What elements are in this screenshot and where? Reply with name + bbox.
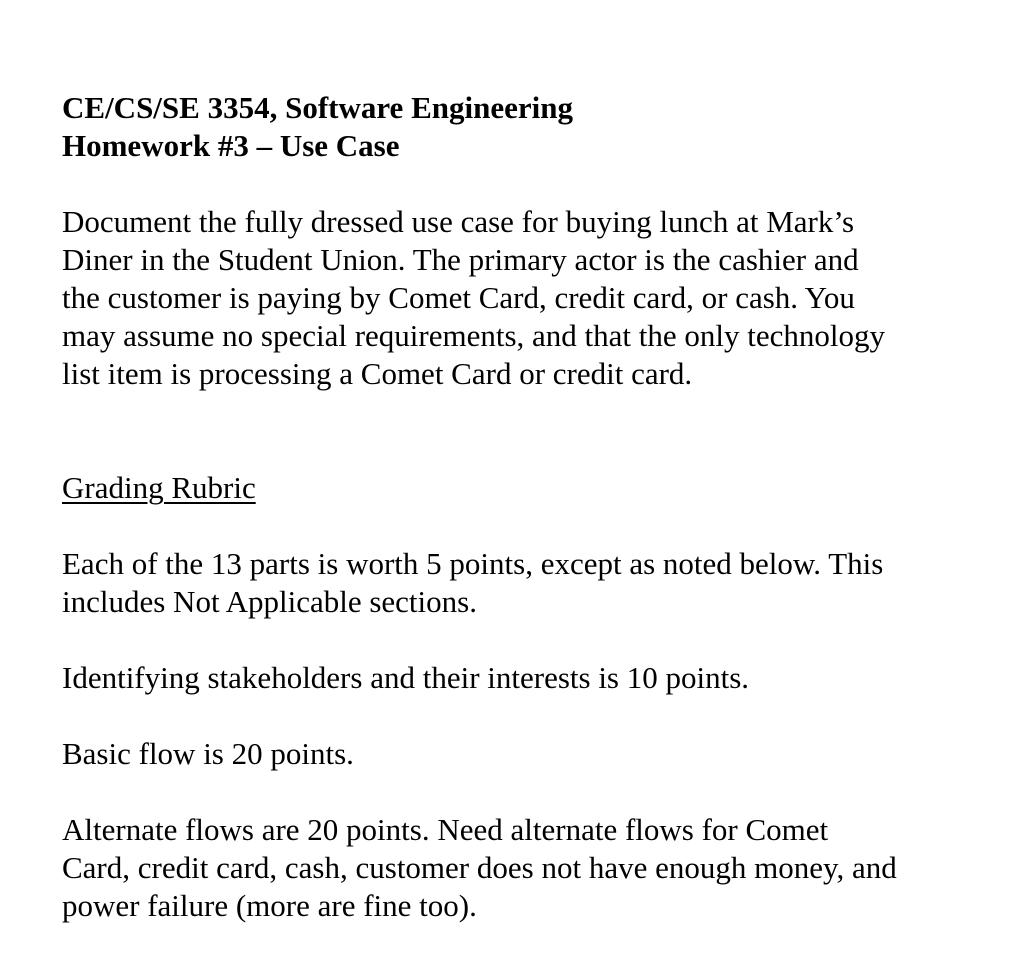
- document-page: [62, 89, 962, 925]
- course-title: CE/CS/SE 3354, Software Engineering: [62, 90, 573, 125]
- rubric-basic-flow: Basic flow is 20 points.: [62, 736, 354, 771]
- spacer: [62, 507, 962, 545]
- rubric-parts-line: includes Not Applicable sections.: [62, 584, 477, 619]
- rubric-alternate-flows: [62, 811, 962, 925]
- rubric-heading: [62, 469, 962, 507]
- homework-title: Homework #3 – Use Case: [62, 128, 400, 163]
- rubric-alternate-line: Alternate flows are 20 points. Need alternate flows for Comet: [62, 812, 829, 847]
- rubric-parts-line: Each of the 13 parts is worth 5 points, except as noted below. This: [62, 546, 884, 581]
- spacer: [62, 393, 962, 469]
- rubric-alternate-line: Card, credit card, cash, customer does not have enough money, and: [62, 850, 897, 885]
- spacer: [62, 165, 962, 203]
- rubric-parts-paragraph: [62, 545, 962, 621]
- spacer: [62, 697, 962, 735]
- rubric-alternate-line: power failure (more are fine too).: [62, 888, 477, 923]
- rubric-heading-text: Grading Rubric: [62, 470, 256, 505]
- instructions-line: Document the fully dressed use case for buying lunch at Mark’s: [62, 204, 855, 239]
- instructions-line: Diner in the Student Union. The primary actor is the cashier and: [62, 242, 859, 277]
- spacer: [62, 773, 962, 811]
- instructions-line: may assume no special requirements, and that the only technology: [62, 318, 885, 353]
- instructions-line: the customer is paying by Comet Card, credit card, or cash. You: [62, 280, 855, 315]
- spacer: [62, 621, 962, 659]
- rubric-stakeholders: Identifying stakeholders and their interests is 10 points.: [62, 660, 750, 695]
- instructions-line: list item is processing a Comet Card or credit card.: [62, 356, 693, 391]
- instructions-paragraph: [62, 203, 962, 393]
